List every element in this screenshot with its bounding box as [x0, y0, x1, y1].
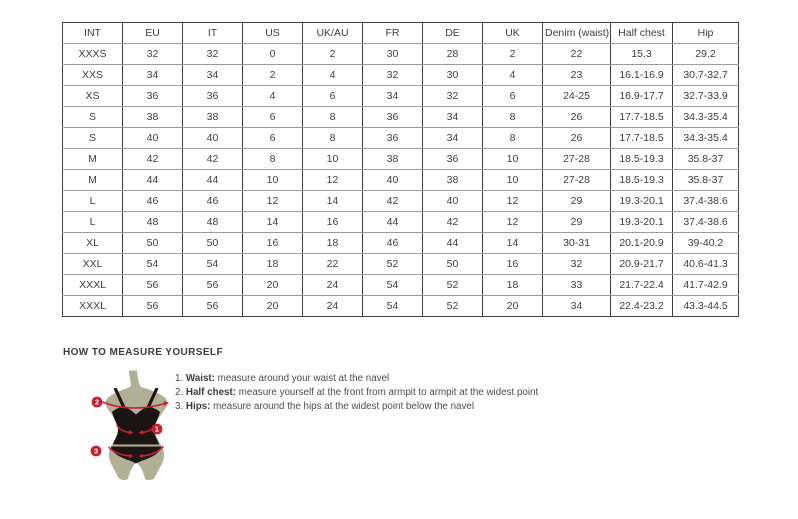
size-value-cell: 35.8-37: [673, 170, 739, 191]
size-value-cell: 43.3-44.5: [673, 296, 739, 317]
size-value-cell: 44: [363, 212, 423, 233]
size-row-m: [63, 149, 739, 170]
size-row-xxxl: [63, 275, 739, 296]
size-row-xxl: [63, 254, 739, 275]
measure-steps: [175, 372, 538, 414]
size-value-cell: 29: [543, 191, 611, 212]
size-label-cell: XXL: [63, 254, 123, 275]
step-number: 1.: [175, 373, 184, 384]
size-value-cell: 8: [483, 128, 543, 149]
size-label-cell: XL: [63, 233, 123, 254]
size-value-cell: 32.7-33.9: [673, 86, 739, 107]
size-label-cell: L: [63, 191, 123, 212]
size-value-cell: 38: [423, 170, 483, 191]
step-label: Hips:: [185, 401, 211, 412]
size-row-xl: [63, 233, 739, 254]
size-row-xs: [63, 86, 739, 107]
size-value-cell: 36: [423, 149, 483, 170]
column-header-uk: UK: [483, 23, 543, 44]
size-value-cell: 36: [363, 128, 423, 149]
size-value-cell: 32: [183, 44, 243, 65]
marker-hips-number: 3: [93, 446, 99, 456]
size-value-cell: 24: [303, 296, 363, 317]
measure-step-hips: [175, 400, 538, 414]
step-label: Half chest:: [185, 387, 236, 398]
size-value-cell: 20: [243, 275, 303, 296]
size-value-cell: 16.1-16.9: [611, 65, 673, 86]
size-value-cell: 34: [183, 65, 243, 86]
size-label-cell: M: [63, 149, 123, 170]
size-value-cell: 24: [303, 275, 363, 296]
column-header-it: IT: [183, 23, 243, 44]
size-value-cell: 34: [543, 296, 611, 317]
size-value-cell: 38: [123, 107, 183, 128]
size-value-cell: 27-28: [543, 170, 611, 191]
size-label-cell: S: [63, 128, 123, 149]
size-value-cell: 37.4-38.6: [673, 191, 739, 212]
step-label: Waist:: [185, 373, 215, 384]
size-value-cell: 56: [123, 275, 183, 296]
size-row-m: [63, 170, 739, 191]
size-value-cell: 34.3-35.4: [673, 107, 739, 128]
size-value-cell: 39-40.2: [673, 233, 739, 254]
size-value-cell: 48: [123, 212, 183, 233]
size-value-cell: 19.3-20.1: [611, 212, 673, 233]
size-value-cell: 46: [363, 233, 423, 254]
size-value-cell: 27-28: [543, 149, 611, 170]
size-value-cell: 50: [423, 254, 483, 275]
size-value-cell: 32: [423, 86, 483, 107]
size-value-cell: 52: [423, 296, 483, 317]
size-value-cell: 35.8-37: [673, 149, 739, 170]
size-value-cell: 16: [483, 254, 543, 275]
size-value-cell: 34: [423, 128, 483, 149]
size-value-cell: 46: [183, 191, 243, 212]
size-value-cell: 17.7-18.5: [611, 128, 673, 149]
size-value-cell: 40.6-41.3: [673, 254, 739, 275]
size-value-cell: 30: [423, 65, 483, 86]
size-value-cell: 42: [123, 149, 183, 170]
size-label-cell: XS: [63, 86, 123, 107]
measure-section-heading: HOW TO MEASURE YOURSELF: [63, 347, 223, 358]
size-value-cell: 8: [303, 128, 363, 149]
size-value-cell: 44: [423, 233, 483, 254]
size-value-cell: 54: [363, 275, 423, 296]
size-value-cell: 4: [303, 65, 363, 86]
size-chart-table: [62, 22, 739, 317]
size-value-cell: 46: [123, 191, 183, 212]
column-header-int: INT: [63, 23, 123, 44]
size-value-cell: 12: [483, 191, 543, 212]
size-value-cell: 14: [303, 191, 363, 212]
size-value-cell: 20.1-20.9: [611, 233, 673, 254]
size-value-cell: 32: [543, 254, 611, 275]
size-value-cell: 44: [123, 170, 183, 191]
step-text: measure around your waist at the navel: [217, 373, 390, 384]
size-value-cell: 21.7-22.4: [611, 275, 673, 296]
marker-hips: [91, 446, 102, 457]
size-value-cell: 38: [183, 107, 243, 128]
size-value-cell: 4: [483, 65, 543, 86]
marker-half-chest: [92, 397, 103, 408]
marker-waist: [152, 424, 163, 435]
size-value-cell: 20.9-21.7: [611, 254, 673, 275]
size-value-cell: 38: [363, 149, 423, 170]
size-value-cell: 52: [363, 254, 423, 275]
size-value-cell: 18: [303, 233, 363, 254]
size-value-cell: 18.5-19.3: [611, 170, 673, 191]
size-row-l: [63, 191, 739, 212]
size-value-cell: 26: [543, 128, 611, 149]
size-value-cell: 40: [183, 128, 243, 149]
size-value-cell: 50: [183, 233, 243, 254]
size-value-cell: 8: [243, 149, 303, 170]
size-row-s: [63, 128, 739, 149]
size-value-cell: 34: [363, 86, 423, 107]
size-value-cell: 36: [363, 107, 423, 128]
size-row-xxxl: [63, 296, 739, 317]
size-label-cell: XXS: [63, 65, 123, 86]
size-value-cell: 8: [303, 107, 363, 128]
size-value-cell: 16: [303, 212, 363, 233]
step-text: measure yourself at the front from armpit to armpit at the widest point: [238, 387, 539, 398]
size-value-cell: 10: [243, 170, 303, 191]
size-label-cell: L: [63, 212, 123, 233]
size-row-xxs: [63, 65, 739, 86]
column-header-half-chest: Half chest: [611, 23, 673, 44]
step-number: 3.: [175, 401, 184, 412]
measure-step-half-chest: [175, 386, 538, 400]
column-header-uk-au: UK/AU: [303, 23, 363, 44]
size-value-cell: 41.7-42.9: [673, 275, 739, 296]
size-value-cell: 23: [543, 65, 611, 86]
size-value-cell: 30: [363, 44, 423, 65]
size-value-cell: 6: [243, 107, 303, 128]
measurement-figure: [84, 368, 188, 494]
size-value-cell: 54: [363, 296, 423, 317]
size-chart-header-row: [63, 23, 739, 44]
size-value-cell: 54: [123, 254, 183, 275]
size-value-cell: 12: [303, 170, 363, 191]
column-header-de: DE: [423, 23, 483, 44]
size-value-cell: 26: [543, 107, 611, 128]
size-value-cell: 18.5-19.3: [611, 149, 673, 170]
column-header-denim-waist: Denim (waist): [543, 23, 611, 44]
size-value-cell: 18: [483, 275, 543, 296]
size-value-cell: 40: [423, 191, 483, 212]
size-row-s: [63, 107, 739, 128]
column-header-fr: FR: [363, 23, 423, 44]
size-value-cell: 20: [243, 296, 303, 317]
size-value-cell: 6: [303, 86, 363, 107]
size-row-l: [63, 212, 739, 233]
size-value-cell: 37.4-38.6: [673, 212, 739, 233]
size-value-cell: 8: [483, 107, 543, 128]
size-value-cell: 16.9-17.7: [611, 86, 673, 107]
size-value-cell: 22: [303, 254, 363, 275]
size-value-cell: 12: [243, 191, 303, 212]
marker-waist-number: 1: [154, 424, 160, 434]
size-label-cell: S: [63, 107, 123, 128]
marker-half-chest-number: 2: [94, 397, 100, 407]
column-header-eu: EU: [123, 23, 183, 44]
size-value-cell: 24-25: [543, 86, 611, 107]
size-value-cell: 34.3-35.4: [673, 128, 739, 149]
size-value-cell: 15.3: [611, 44, 673, 65]
size-value-cell: 2: [243, 65, 303, 86]
size-value-cell: 4: [243, 86, 303, 107]
size-value-cell: 12: [483, 212, 543, 233]
size-value-cell: 54: [183, 254, 243, 275]
measure-step-waist: [175, 372, 538, 386]
size-value-cell: 2: [303, 44, 363, 65]
size-value-cell: 30.7-32.7: [673, 65, 739, 86]
step-number: 2.: [175, 387, 184, 398]
size-value-cell: 19.3-20.1: [611, 191, 673, 212]
size-value-cell: 36: [183, 86, 243, 107]
size-value-cell: 52: [423, 275, 483, 296]
size-value-cell: 40: [123, 128, 183, 149]
size-value-cell: 29.2: [673, 44, 739, 65]
step-text: measure around the hips at the widest point below the navel: [213, 401, 475, 412]
size-value-cell: 48: [183, 212, 243, 233]
size-value-cell: 56: [183, 296, 243, 317]
size-value-cell: 10: [483, 149, 543, 170]
size-value-cell: 14: [243, 212, 303, 233]
size-value-cell: 28: [423, 44, 483, 65]
size-value-cell: 6: [483, 86, 543, 107]
column-header-us: US: [243, 23, 303, 44]
size-value-cell: 22.4-23.2: [611, 296, 673, 317]
size-label-cell: XXXL: [63, 296, 123, 317]
size-value-cell: 40: [363, 170, 423, 191]
size-value-cell: 42: [423, 212, 483, 233]
size-label-cell: XXXL: [63, 275, 123, 296]
size-value-cell: 22: [543, 44, 611, 65]
column-header-hip: Hip: [673, 23, 739, 44]
size-value-cell: 56: [183, 275, 243, 296]
size-value-cell: 32: [363, 65, 423, 86]
size-label-cell: M: [63, 170, 123, 191]
size-value-cell: 14: [483, 233, 543, 254]
size-value-cell: 30-31: [543, 233, 611, 254]
size-value-cell: 29: [543, 212, 611, 233]
size-value-cell: 17.7-18.5: [611, 107, 673, 128]
size-value-cell: 33: [543, 275, 611, 296]
size-value-cell: 10: [483, 170, 543, 191]
size-value-cell: 34: [423, 107, 483, 128]
size-value-cell: 32: [123, 44, 183, 65]
size-value-cell: 2: [483, 44, 543, 65]
size-value-cell: 44: [183, 170, 243, 191]
size-value-cell: 20: [483, 296, 543, 317]
size-value-cell: 42: [363, 191, 423, 212]
size-value-cell: 36: [123, 86, 183, 107]
size-value-cell: 56: [123, 296, 183, 317]
size-value-cell: 42: [183, 149, 243, 170]
size-value-cell: 50: [123, 233, 183, 254]
size-chart-body: [63, 44, 739, 317]
size-label-cell: XXXS: [63, 44, 123, 65]
size-value-cell: 6: [243, 128, 303, 149]
size-row-xxxs: [63, 44, 739, 65]
size-value-cell: 16: [243, 233, 303, 254]
size-value-cell: 18: [243, 254, 303, 275]
size-value-cell: 10: [303, 149, 363, 170]
mannequin-illustration: [84, 368, 188, 494]
size-value-cell: 34: [123, 65, 183, 86]
size-value-cell: 0: [243, 44, 303, 65]
